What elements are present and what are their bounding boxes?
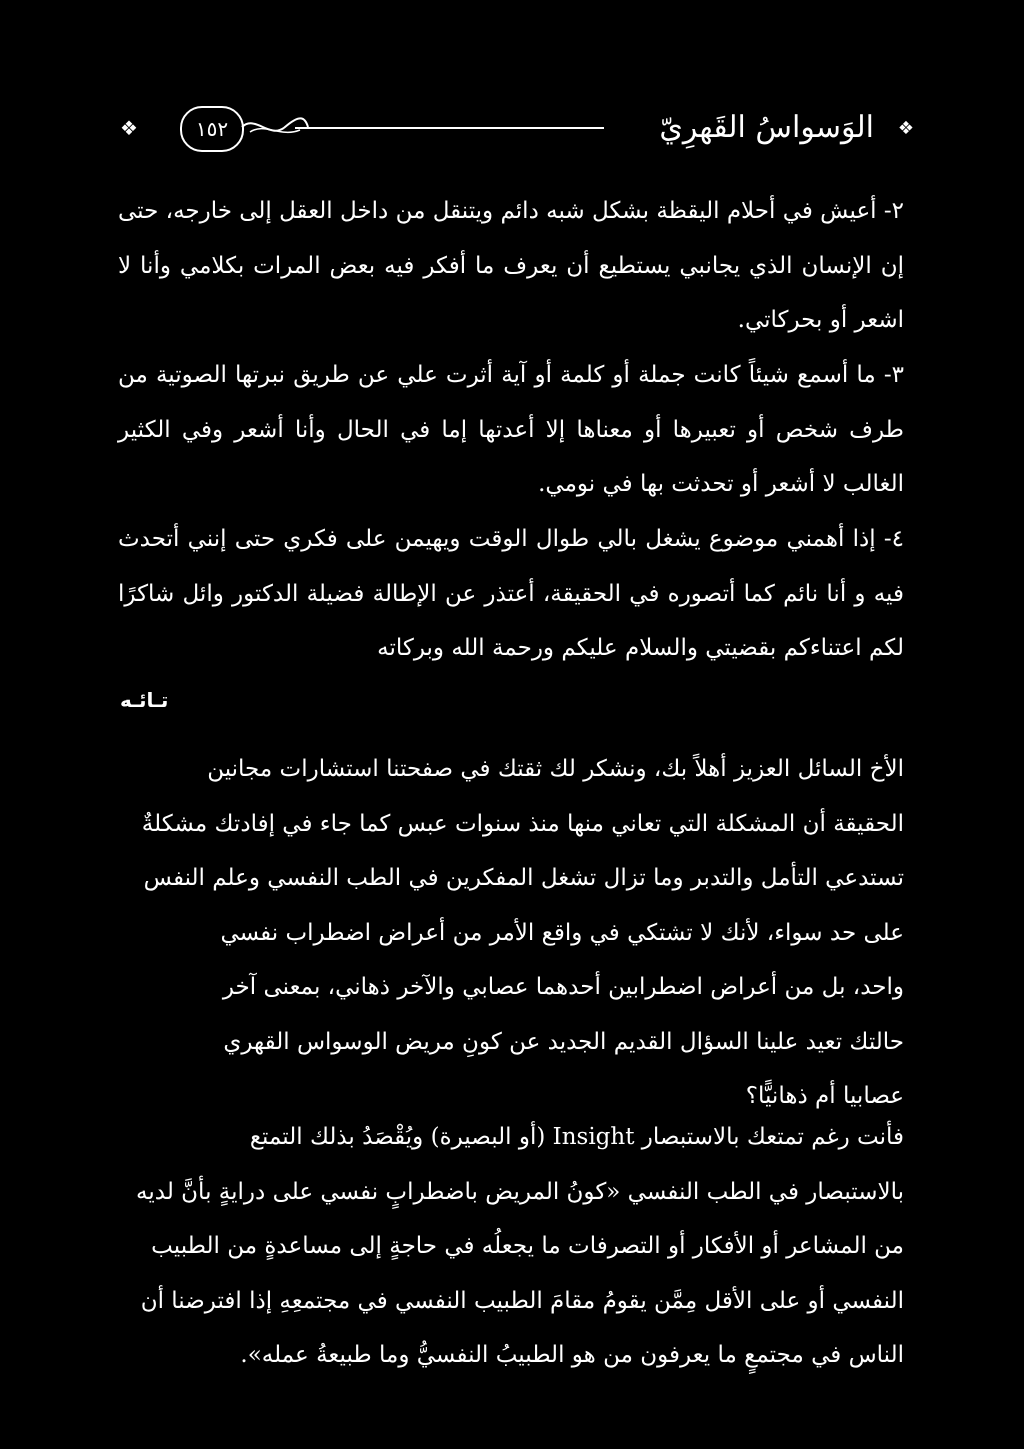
answer-line: تستدعي التأمل والتدبر وما تزال تشغل المفكرين في الطب النفسي وعلم النفس bbox=[143, 865, 904, 891]
question-list bbox=[118, 184, 904, 348]
answer-line: حالتك تعيد علينا السؤال القديم الجديد عن كونِ مريض الوسواس القهري bbox=[223, 1028, 904, 1055]
ornament-icon: ❖ bbox=[120, 116, 138, 140]
answer-line: الأخ السائل العزيز أهلاً بك، ونشكر لك ثقتك في صفحتنا استشارات مجانين bbox=[207, 756, 904, 782]
running-title: الوَسواسُ القَهرِيّ bbox=[659, 110, 874, 145]
question-list bbox=[118, 512, 904, 676]
header-rule bbox=[295, 127, 604, 129]
question-list bbox=[118, 348, 904, 512]
question-item-3: ٣- ما أسمع شيئاً كانت جملة أو كلمة أو آية أثرت علي عن طريق نبرتها الصوتية من طرف شخص أو تعبيرها أو معناها إلا أعدتها إما في الحال وأنا أشعر وفي الكثير الغالب لا أشعر أو تحدثت بها في نومي. bbox=[118, 362, 904, 497]
answer-paragraph bbox=[118, 742, 904, 1124]
question-item-2: ٢- أعيش في أحلام اليقظة بشكل شبه دائم ويتنقل من داخل العقل إلى خارجه، حتى إن الإنسان الذي يجانبي يستطيع أن يعرف ما أفكر فيه بعض المرات بكلامي وأنا لا اشعر أو بحركاتي. bbox=[118, 198, 904, 333]
answer-line: الحقيقة أن المشكلة التي تعاني منها منذ سنوات عبس كما جاء في إفادتك مشكلةٌ bbox=[141, 810, 904, 837]
insight-paragraph bbox=[118, 1110, 904, 1383]
page-header bbox=[120, 100, 914, 156]
answer-line: على حد سواء، لأنك لا تشتكي في واقع الأمر من أعراض اضطراب نفسي bbox=[220, 919, 904, 946]
ornament-icon: ❖ bbox=[897, 118, 914, 139]
answer-line: عصابيا أم ذهانيًّا؟ bbox=[745, 1083, 904, 1109]
insight-line: فأنت رغم تمتعك بالاستبصار Insight (أو البصيرة) ويُقْصَدُ بذلك التمتع bbox=[249, 1124, 904, 1150]
page-number: ١٥٢ bbox=[180, 106, 244, 152]
insight-line: من المشاعر أو الأفكار أو التصرفات ما يجعلُه في حاجةٍ إلى مساعدةٍ من الطبيب bbox=[151, 1233, 904, 1259]
answer-line: واحد، بل من أعراض اضطرابين أحدهما عصابي والآخر ذهاني، بمعنى آخر bbox=[222, 974, 904, 1000]
signature: تـائـه bbox=[120, 688, 169, 712]
insight-line: بالاستبصار في الطب النفسي «كونُ المريض باضطرابٍ نفسي على درايةٍ بأنَّ لديه bbox=[136, 1178, 904, 1205]
question-item-4: ٤- إذا أهمني موضوع يشغل بالي طوال الوقت ويهيمن على فكري حتى إنني أتحدث فيه و أنا نائم كما أتصوره في الحقيقة، أعتذر عن الإطالة فضيلة الدكتور وائل شاكرًا لكم اعتناءكم بقضيتي والسلام عليكم ورحمة الله وبركاته bbox=[118, 526, 904, 661]
insight-line: النفسي أو على الأقل مِمَّن يقومُ مقامَ الطبيب النفسي في مجتمعِهِ إذا افترضنا أن bbox=[140, 1287, 904, 1314]
insight-line: الناس في مجتمعٍ ما يعرفون من هو الطبيبُ النفسيُّ وما طبيعةُ عمله». bbox=[240, 1342, 904, 1368]
swirl-ornament-icon bbox=[240, 112, 310, 142]
